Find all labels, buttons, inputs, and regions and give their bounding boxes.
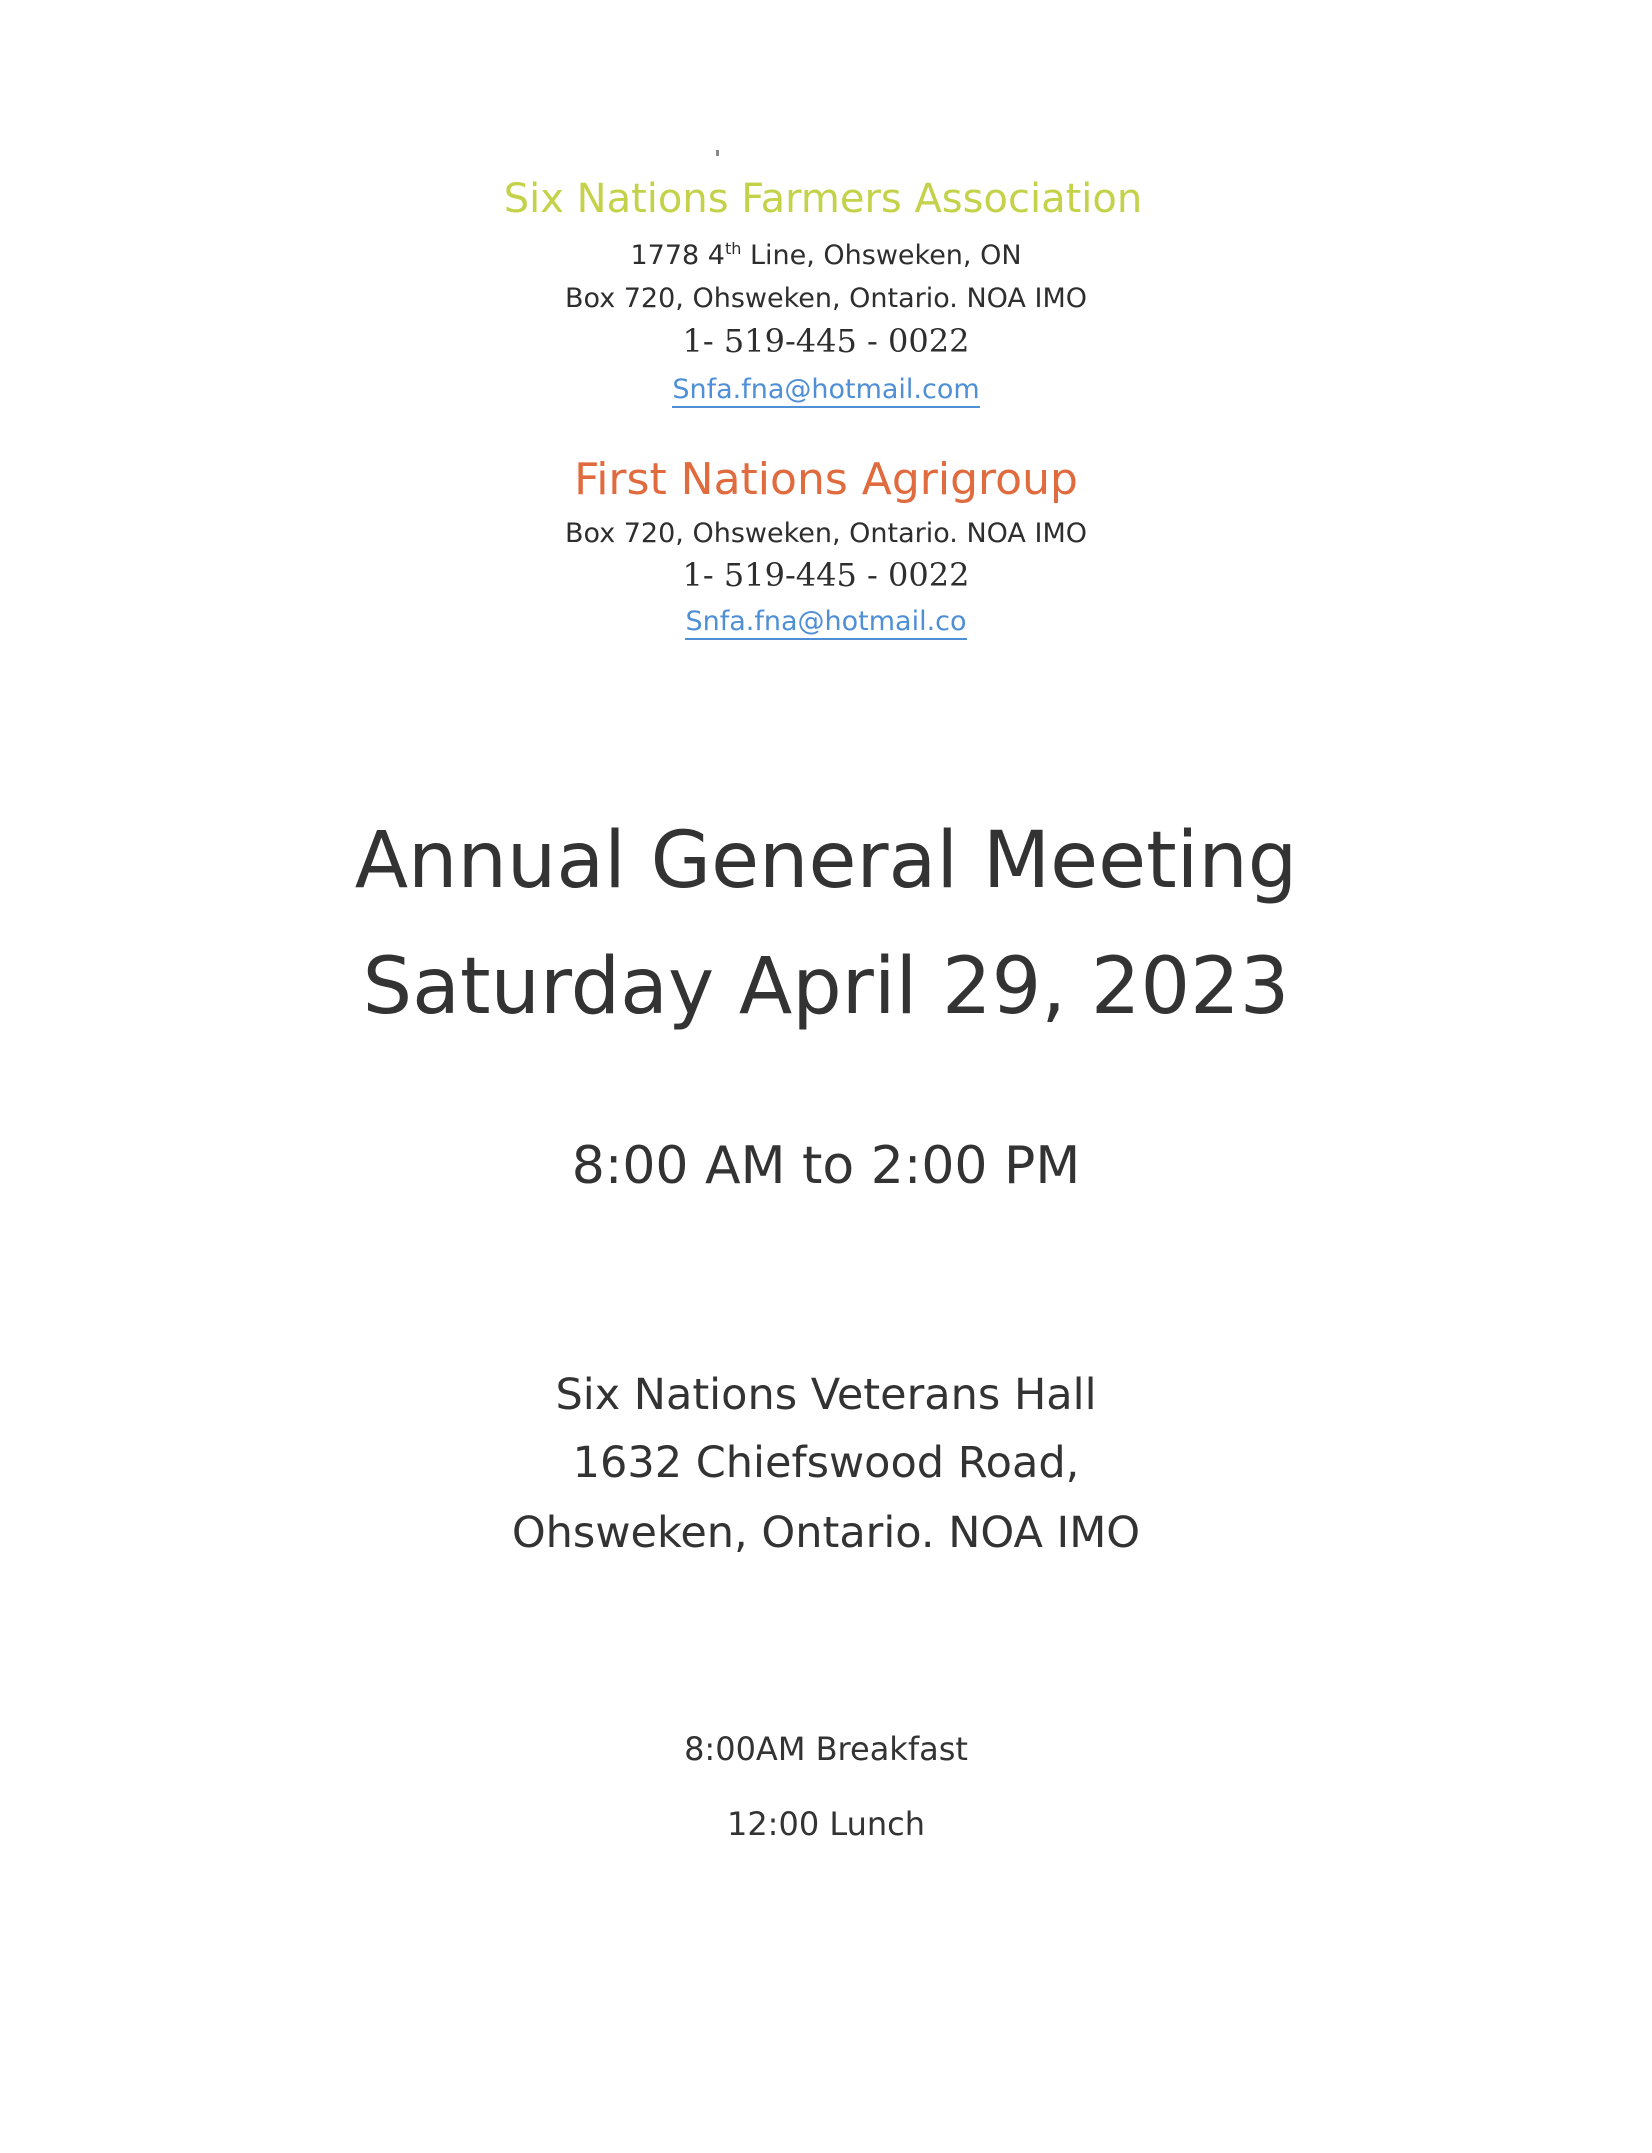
schedule-breakfast: 8:00AM Breakfast [684,1730,968,1768]
org2-email-link[interactable]: Snfa.fna@hotmail.co [685,606,966,640]
venue-street: 1632 Chiefswood Road, [572,1438,1080,1488]
org1-email-link[interactable]: Snfa.fna@hotmail.com [672,374,979,408]
venue-city: Ohsweken, Ontario. NOA IMO [511,1508,1141,1558]
org1-phone: 1- 519-445 - 0022 [682,322,970,360]
org1-address [0,240,1652,271]
org2-box: Box 720, Ohsweken, Ontario. NOA IMO [564,518,1087,549]
org1-address-number: 1778 4 [630,240,725,271]
org2-phone: 1- 519-445 - 0022 [682,556,970,594]
venue-name: Six Nations Veterans Hall [555,1370,1097,1420]
event-time: 8:00 AM to 2:00 PM [571,1136,1081,1196]
org2-name: First Nations Agrigroup [574,454,1078,505]
org1-address-sup: th [724,239,742,258]
org1-box: Box 720, Ohsweken, Ontario. NOA IMO [564,283,1087,314]
org1-name: Six Nations Farmers Association [503,176,1143,222]
org1-email-line [0,374,1652,405]
scan-speck [716,150,719,156]
event-date: Saturday April 29, 2023 [362,942,1290,1032]
org2-email-line [0,606,1652,637]
schedule-lunch: 12:00 Lunch [726,1805,926,1843]
event-title: Annual General Meeting [354,816,1298,906]
org1-address-street: Line, Ohsweken, ON [741,240,1022,271]
